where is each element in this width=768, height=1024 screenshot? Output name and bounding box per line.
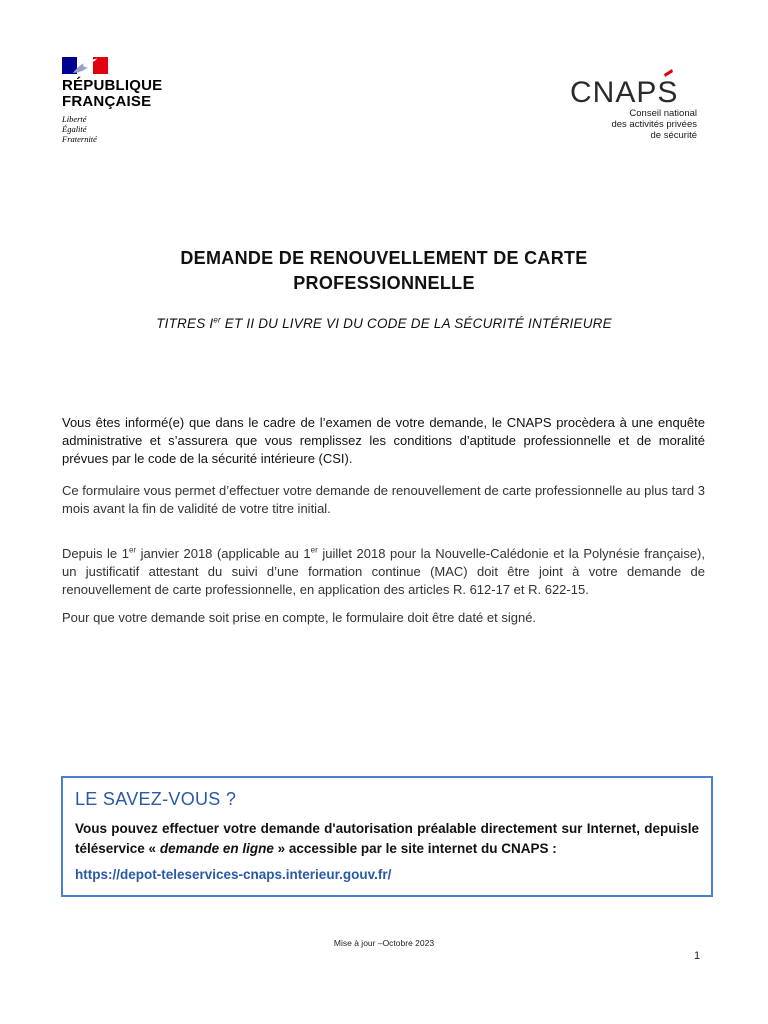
motto-fraternite: Fraternité — [62, 134, 97, 144]
document-title-line-2: PROFESSIONNELLE — [293, 273, 475, 293]
p3-sup-1: er — [128, 545, 137, 555]
republique-francaise-logo — [62, 57, 182, 144]
cnaps-wordmark — [560, 66, 700, 108]
teleservice-link[interactable]: https://depot-teleservices-cnaps.interieur.gouv.fr/ — [75, 867, 392, 882]
republique-name-line-1: RÉPUBLIQUE — [62, 77, 163, 94]
info-box-title: LE SAVEZ-VOUS ? — [75, 789, 237, 809]
document-subtitle — [84, 316, 684, 331]
footer-update-date: Mise à jour –Octobre 2023 — [333, 938, 435, 948]
republique-name-line-2: FRANÇAISE — [62, 93, 152, 110]
marianne-flag-icon — [62, 57, 108, 74]
motto-egalite: Égalité — [62, 124, 87, 134]
paragraph-formation-continue — [62, 545, 705, 599]
document-title — [84, 246, 684, 296]
p3-text-b: janvier 2018 (applicable au 1 — [136, 546, 311, 561]
motto-liberte: Liberté — [62, 114, 87, 124]
info-text-a: Vous pouvez effectuer votre demande d'autorisation préalable directement sur Internet, depuisle téléservice « — [75, 821, 699, 856]
page-number: 1 — [694, 950, 701, 962]
subtitle-superscript: er — [213, 315, 221, 325]
p3-text-a: Depuis le 1 — [62, 546, 129, 561]
paragraph-enquete-administrative: Vous êtes informé(e) que dans le cadre de l’examen de votre demande, le CNAPS procèdera à une enquête administrative et s’assurera que vous remplissez les conditions d’aptitude professionnelle et de moralité prévues par le code de la sécurité intérieure (CSI). — [62, 415, 705, 466]
paragraph-date-signature: Pour que votre demande soit prise en compte, le formulaire doit être daté et signé. — [62, 610, 537, 625]
subtitle-suffix: ET II DU LIVRE VI DU CODE DE LA SÉCURITÉ INTÉRIEURE — [220, 316, 612, 331]
cnaps-logo — [560, 66, 705, 141]
subtitle-prefix: TITRES I — [156, 316, 214, 331]
cnaps-tagline-line-1: Conseil national — [629, 108, 697, 119]
cnaps-tagline-line-3: de sécurité — [650, 130, 697, 141]
info-text-italic: demande en ligne — [159, 841, 274, 856]
document-title-line-1: DEMANDE DE RENOUVELLEMENT DE CARTE — [180, 248, 588, 268]
info-text-b: » accessible par le site internet du CNAPS : — [273, 841, 557, 856]
p3-text-c: juillet 2018 pour la Nouvelle-Calédonie et la Polynésie française), un justificatif attestant du suivi d’une formation continue (MAC) doit être joint à votre demande de renouvellement de carte professionnelle, en application des articles R. 612-17 et R. 622-15. — [62, 546, 705, 597]
paragraph-delai-renouvellement: Ce formulaire vous permet d’effectuer votre demande de renouvellement de carte professionnelle au plus tard 3 mois avant la fin de validité de votre titre initial. — [62, 483, 705, 516]
cnaps-wordmark-text: CNAPS — [570, 76, 679, 108]
info-box-le-savez-vous — [61, 776, 713, 897]
cnaps-tagline-line-2: des activités privées — [611, 119, 697, 130]
p3-sup-2: er — [310, 545, 318, 555]
info-box-text — [75, 819, 699, 859]
